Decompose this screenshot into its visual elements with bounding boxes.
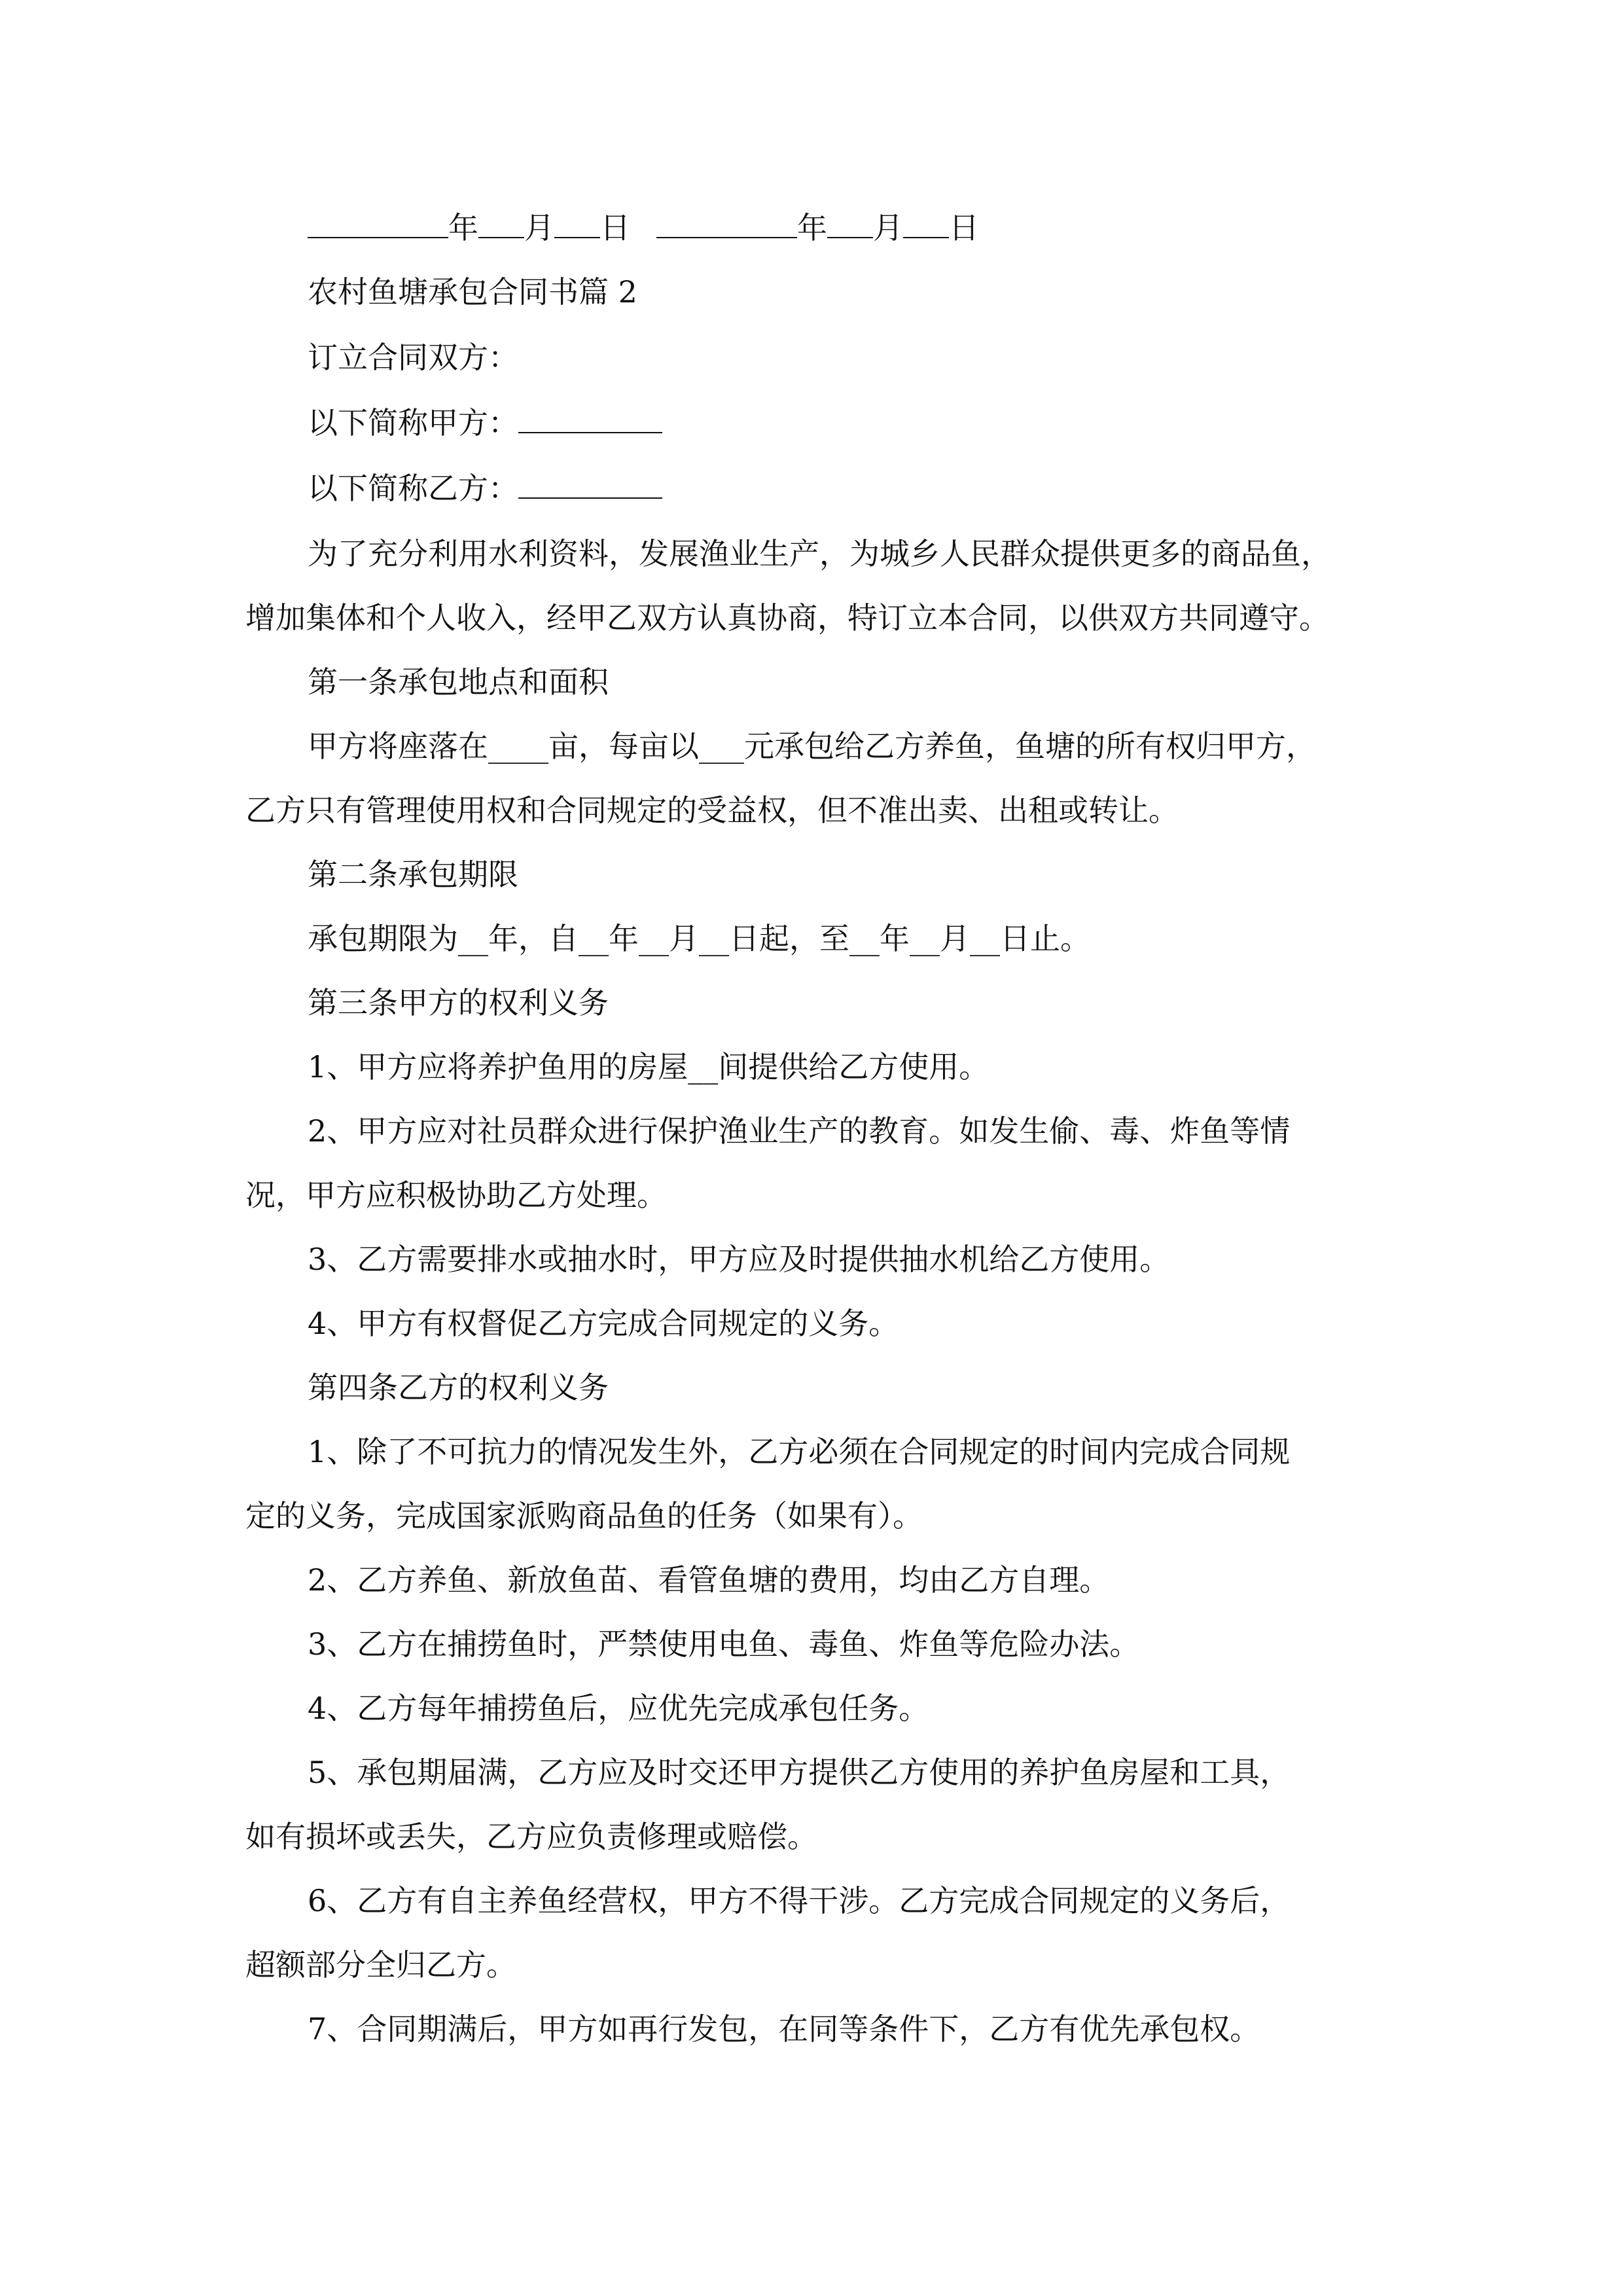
article-2-line-1: 承包期限为__年，自__年__月__日起，至__年__月__日止。	[308, 921, 1090, 956]
article-4-item-2: 2、乙方养鱼、新放鱼苗、看管鱼塘的费用，均由乙方自理。	[308, 1562, 1110, 1598]
year-label-1: 年	[448, 210, 478, 245]
party-b-row	[308, 469, 662, 508]
article-3-item-4: 4、甲方有权督促乙方完成合同规定的义务。	[308, 1306, 899, 1341]
party-b-label: 以下简称乙方：	[308, 471, 518, 506]
article-1-line-2: 乙方只有管理使用权和合同规定的受益权，但不准出卖、出租或转让。	[245, 793, 1179, 828]
month-label-2: 月	[873, 210, 903, 245]
article-3-item-2-line-1: 2、甲方应对社员群众进行保护渔业生产的教育。如发生偷、毒、炸鱼等情	[308, 1113, 1291, 1149]
party-a-row	[308, 403, 662, 442]
blank-day-1	[554, 208, 600, 238]
article-4-item-3: 3、乙方在捕捞鱼时，严禁使用电鱼、毒鱼、炸鱼等危险办法。	[308, 1626, 1140, 1662]
article-1-line-1: 甲方将座落在____亩，每亩以___元承包给乙方养鱼，鱼塘的所有权归甲方，	[308, 728, 1316, 764]
article-3-item-1: 1、甲方应将养护鱼用的房屋__间提供给乙方使用。	[308, 1049, 990, 1085]
article-4-title: 第四条乙方的权利义务	[308, 1370, 609, 1405]
article-3-item-2-line-2: 况，甲方应积极协助乙方处理。	[245, 1177, 667, 1213]
blank-year-1	[308, 208, 448, 238]
article-4-item-1-line-2: 定的义务，完成国家派购商品鱼的任务（如果有）。	[245, 1498, 923, 1534]
purpose-paragraph-line-2: 增加集体和个人收入，经甲乙双方认真协商，特订立本合同，以供双方共同遵守。	[245, 600, 1329, 636]
article-4-item-5-line-1: 5、承包期届满，乙方应及时交还甲方提供乙方使用的养护鱼房屋和工具，	[308, 1755, 1291, 1790]
article-4-item-4: 4、乙方每年捕捞鱼后，应优先完成承包任务。	[308, 1691, 929, 1726]
party-a-label: 以下简称甲方：	[308, 405, 518, 440]
day-label-2: 日	[949, 210, 979, 245]
purpose-paragraph-line-1: 为了充分利用水利资料，发展渔业生产，为城乡人民群众提供更多的商品鱼，	[308, 536, 1331, 571]
article-3-title: 第三条甲方的权利义务	[308, 985, 609, 1020]
article-4-item-5-line-2: 如有损坏或丢失，乙方应负责修理或赔偿。	[245, 1819, 817, 1854]
section-heading: 农村鱼塘承包合同书篇 2	[308, 274, 637, 310]
party-a-blank	[518, 403, 662, 433]
article-3-item-3: 3、乙方需要排水或抽水时，甲方应及时提供抽水机给乙方使用。	[308, 1242, 1170, 1277]
blank-month-1	[478, 208, 524, 238]
article-4-item-6-line-2: 超额部分全归乙方。	[245, 1947, 516, 1982]
month-label-1: 月	[524, 210, 554, 245]
article-1-title: 第一条承包地点和面积	[308, 664, 609, 700]
signature-date-row	[308, 208, 979, 247]
article-4-item-6-line-1: 6、乙方有自主养鱼经营权，甲方不得干涉。乙方完成合同规定的义务后，	[308, 1883, 1291, 1918]
article-2-title: 第二条承包期限	[308, 857, 518, 892]
blank-day-2	[903, 208, 949, 238]
blank-year-2	[656, 208, 797, 238]
article-4-item-7: 7、合同期满后，甲方如再行发包，在同等条件下，乙方有优先承包权。	[308, 2011, 1260, 2047]
parties-intro: 订立合同双方：	[308, 340, 518, 375]
party-b-blank	[518, 469, 662, 499]
year-label-2: 年	[797, 210, 827, 245]
article-4-item-1-line-1: 1、除了不可抗力的情况发生外，乙方必须在合同规定的时间内完成合同规	[308, 1434, 1291, 1469]
blank-month-2	[827, 208, 873, 238]
day-label-1: 日	[600, 210, 630, 245]
